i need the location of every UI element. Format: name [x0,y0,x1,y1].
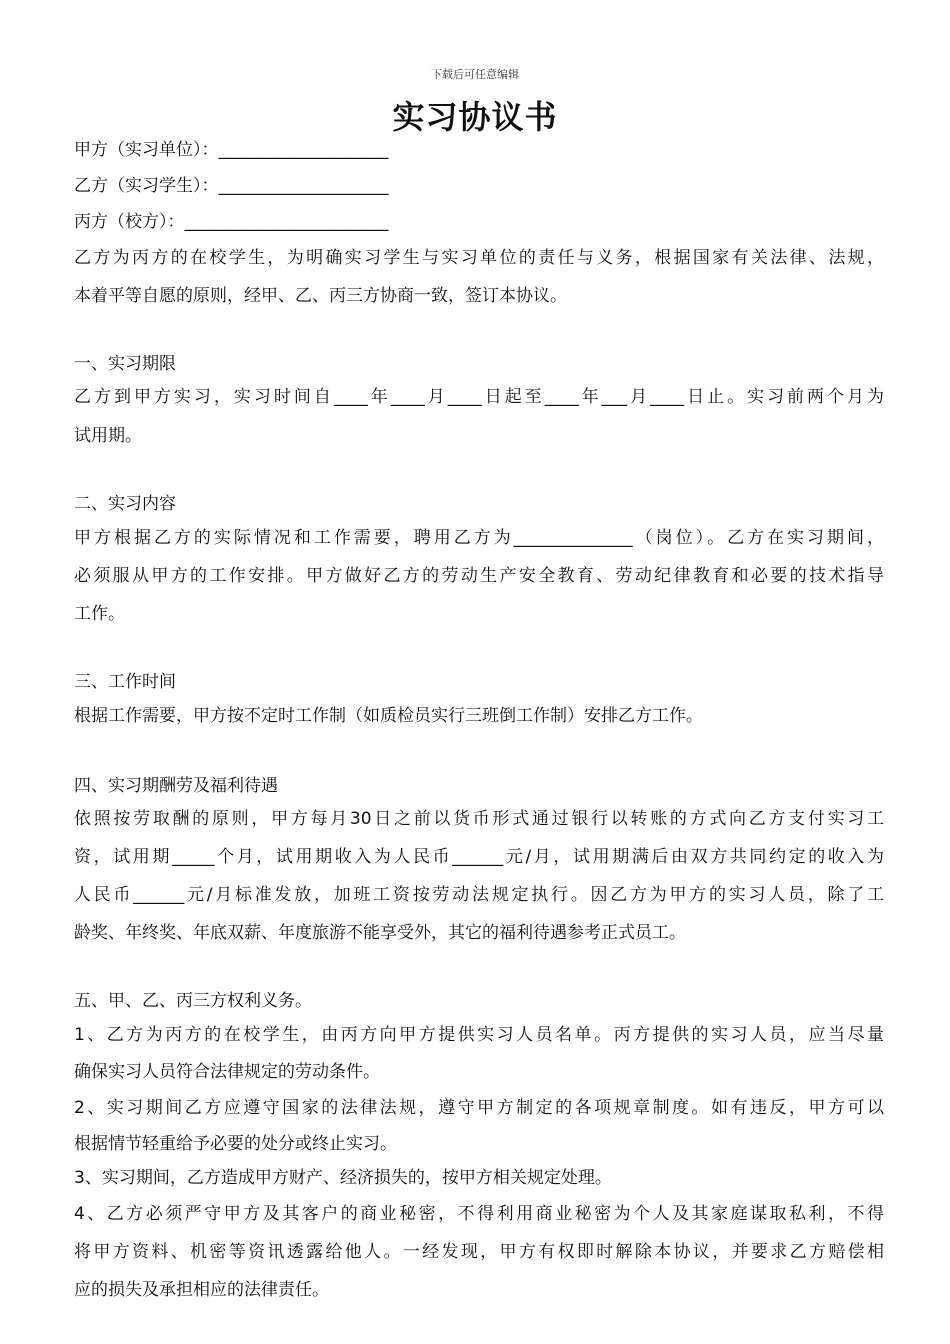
section-rights-line: 4、乙方必须严守甲方及其客户的商业秘密，不得利用商业秘密为个人及其家庭谋取私利，不得 [74,1204,884,1224]
intro-line: 本着平等自愿的原则，经甲、乙、丙三方协商一致，签订本协议。 [74,286,567,306]
section-heading-worktime: 三、工作时间 [74,672,176,692]
section-worktime-line: 根据工作需要，甲方按不定时工作制（如质检员实行三班倒工作制）安排乙方工作。 [74,706,703,726]
section-rights-line: 确保实习人员符合法律规定的劳动条件。 [74,1062,380,1082]
section-rights-line: 应的损失及承担相应的法律责任。 [74,1280,329,1300]
section-rights-line: 根据情节轻重给予必要的处分或终止实习。 [74,1134,397,1154]
section-pay-line: 依照按劳取酬的原则，甲方每月30日之前以货币形式通过银行以转账的方式向乙方支付实习工 [74,809,884,829]
section-rights-line: 1、乙方为丙方的在校学生，由丙方向甲方提供实习人员名单。丙方提供的实习人员，应当尽量 [74,1025,884,1045]
party-a-line: 甲方（实习单位）：____________________ [74,140,389,160]
party-b-line: 乙方（实习学生）：____________________ [74,176,389,196]
section-rights-line: 将甲方资料、机密等资讯透露给他人。一经发现，甲方有权即时解除本协议，并要求乙方赔偿相 [74,1242,884,1262]
section-period-line: 试用期。 [74,426,142,446]
section-period-line: 乙方到甲方实习，实习时间自____年____月____日起至____年___月____日止。实习前两个月为 [74,387,884,407]
section-pay-line: 龄奖、年终奖、年底双薪、年度旅游不能享受外，其它的福利待遇参考正式员工。 [74,923,686,943]
section-rights-line: 2、实习期间乙方应遵守国家的法律法规，遵守甲方制定的各项规章制度。如有违反，甲方可以 [74,1098,884,1118]
section-content-line: 工作。 [74,604,125,624]
header-note: 下载后可任意编辑 [431,68,519,81]
intro-line: 乙方为丙方的在校学生，为明确实习学生与实习单位的责任与义务，根据国家有关法律、法规， [74,248,884,268]
section-heading-rights: 五、甲、乙、丙三方权利义务。 [74,991,312,1011]
section-content-line: 必须服从甲方的工作安排。甲方做好乙方的劳动生产安全教育、劳动纪律教育和必要的技术指导 [74,566,884,586]
section-heading-pay: 四、实习期酬劳及福利待遇 [74,776,278,796]
document-title: 实习协议书 [392,98,558,136]
section-heading-content: 二、实习内容 [74,494,176,514]
section-pay-line: 人民币______元/月标准发放，加班工资按劳动法规定执行。因乙方为甲方的实习人员，除了工 [74,885,884,905]
section-content-line: 甲方根据乙方的实际情况和工作需要，聘用乙方为______________（岗位）。乙方在实习期间， [74,528,884,548]
party-c-line: 丙方（校方）：________________________ [74,212,389,232]
section-rights-line: 3、实习期间，乙方造成甲方财产、经济损失的，按甲方相关规定处理。 [74,1168,612,1188]
section-pay-line: 资，试用期_____个月，试用期收入为人民币______元/月，试用期满后由双方共同约定的收入为 [74,847,884,867]
section-heading-period: 一、实习期限 [74,354,176,374]
